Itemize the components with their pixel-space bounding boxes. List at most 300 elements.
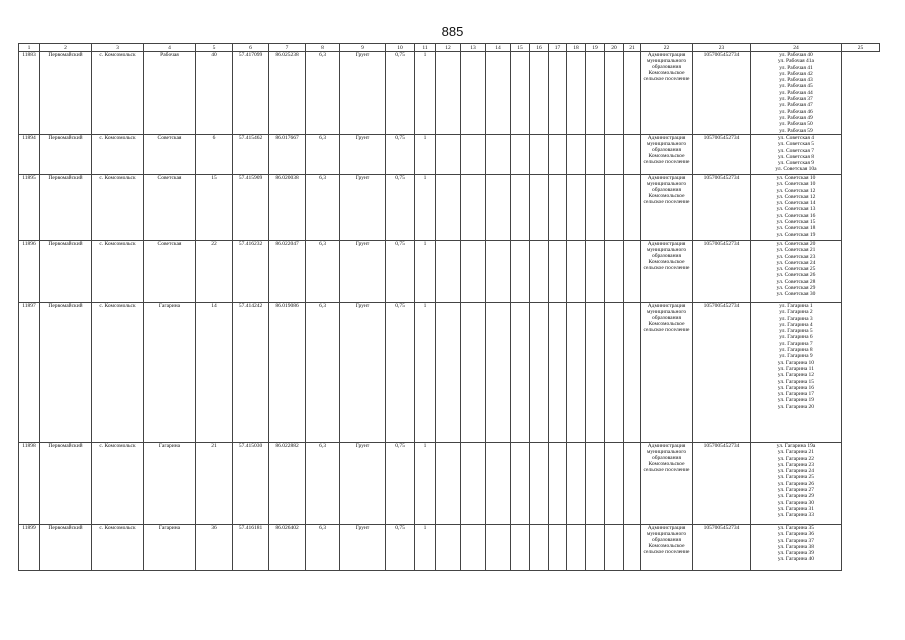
cell-surface: Грунт xyxy=(340,175,386,241)
address-line: ул. Рабочая 42 xyxy=(779,70,813,77)
cell-count: 1 xyxy=(415,303,436,443)
cell-number: 14 xyxy=(196,303,233,443)
column-header: 13 xyxy=(461,44,486,52)
column-header: 25 xyxy=(842,44,880,52)
address-line: ул. Советская 16 xyxy=(776,212,816,219)
table-row xyxy=(19,525,880,571)
owner-line: образования xyxy=(651,315,681,321)
cell-id: 11894 xyxy=(19,135,40,175)
cell-settlement: с. Комсомольск xyxy=(92,241,144,303)
cell-street: Рабочая xyxy=(144,52,196,135)
address-line: ул. Советская 14 xyxy=(776,200,816,207)
cell-latitude: 57.415462 xyxy=(233,135,269,175)
cell-district: Первомайский xyxy=(40,303,92,443)
cell-district: Первомайский xyxy=(40,241,92,303)
column-header: 11 xyxy=(415,44,436,52)
address-line: ул. Гагарина 19а xyxy=(776,443,816,449)
cell-empty xyxy=(567,525,586,571)
cell-empty xyxy=(586,135,605,175)
cell-street: Советская xyxy=(144,175,196,241)
cell-empty xyxy=(605,175,624,241)
cell-empty xyxy=(486,52,511,135)
cell-empty xyxy=(530,303,549,443)
cell-empty xyxy=(605,525,624,571)
cell-addresses xyxy=(751,303,842,443)
address-line: ул. Советская 12 xyxy=(776,193,816,200)
owner-line: сельское поселение xyxy=(643,265,690,271)
cell-number: 21 xyxy=(196,443,233,525)
cell-number: 6 xyxy=(196,135,233,175)
address-line: ул. Рабочая 40 xyxy=(779,52,813,58)
address-line: ул. Рабочая 45 xyxy=(779,83,813,90)
cell-empty xyxy=(530,241,549,303)
cell-id: 11898 xyxy=(19,443,40,525)
column-header: 1 xyxy=(19,44,40,52)
cell-longitude: 86.022047 xyxy=(269,241,306,303)
cell-ogrn: 1057005452734 xyxy=(693,52,751,135)
cell-street: Советская xyxy=(144,135,196,175)
cell-owner xyxy=(641,241,693,303)
cell-empty xyxy=(436,241,461,303)
address-line: ул. Советская 10а xyxy=(775,166,817,173)
owner-line: сельское поселение xyxy=(643,549,690,555)
address-line: ул. Советская 10 xyxy=(776,181,816,188)
cell-latitude: 57.417099 xyxy=(233,52,269,135)
cell-addresses xyxy=(751,443,842,525)
address-line: ул. Советская 13 xyxy=(776,206,816,213)
cell-addresses xyxy=(751,241,842,303)
table-row xyxy=(19,52,880,135)
address-line: ул. Советская 4 xyxy=(777,135,815,141)
cell-empty xyxy=(511,175,530,241)
owner-line: Комсомольское xyxy=(648,153,685,159)
owner-line: Комсомольское xyxy=(648,70,685,76)
owner-line: Администрация xyxy=(647,175,686,181)
address-line: ул. Гагарина 15 xyxy=(777,378,815,385)
registry-table xyxy=(18,43,880,571)
cell-width: 6,3 xyxy=(306,303,340,443)
cell-empty xyxy=(567,135,586,175)
address-line: ул. Гагарина 10 xyxy=(777,359,815,366)
cell-empty xyxy=(511,52,530,135)
address-line: ул. Гагарина 26 xyxy=(777,480,815,487)
cell-empty xyxy=(624,443,641,525)
cell-count: 1 xyxy=(415,52,436,135)
cell-longitude: 86.026402 xyxy=(269,525,306,571)
cell-id: 11895 xyxy=(19,175,40,241)
address-line: ул. Гагарина 12 xyxy=(777,372,815,379)
cell-empty xyxy=(530,52,549,135)
cell-empty xyxy=(436,135,461,175)
address-line: ул. Гагарина 31 xyxy=(777,505,815,512)
address-line: ул. Гагарина 21 xyxy=(777,449,815,456)
cell-latitude: 57.415909 xyxy=(233,175,269,241)
address-line: ул. Рабочая 59 xyxy=(779,127,813,134)
address-line: ул. Гагарина 29 xyxy=(777,493,815,500)
cell-empty xyxy=(436,175,461,241)
cell-number: 36 xyxy=(196,525,233,571)
owner-line: муниципального xyxy=(646,309,687,315)
cell-district: Первомайский xyxy=(40,135,92,175)
address-line: ул. Гагарина 16 xyxy=(777,384,815,391)
cell-owner xyxy=(641,525,693,571)
cell-empty xyxy=(605,303,624,443)
cell-district: Первомайский xyxy=(40,525,92,571)
address-line: ул. Гагарина 35 xyxy=(777,525,815,531)
cell-width: 6,3 xyxy=(306,135,340,175)
cell-width: 6,3 xyxy=(306,443,340,525)
cell-addresses xyxy=(751,525,842,571)
cell-ogrn: 1057005452734 xyxy=(693,241,751,303)
address-line: ул. Советская 28 xyxy=(776,278,816,285)
cell-ogrn: 1057005452734 xyxy=(693,525,751,571)
address-line: ул. Гагарина 38 xyxy=(777,543,815,550)
cell-latitude: 57.416181 xyxy=(233,525,269,571)
owner-line: муниципального xyxy=(646,181,687,187)
cell-empty xyxy=(605,241,624,303)
cell-district: Первомайский xyxy=(40,443,92,525)
owner-line: Комсомольское xyxy=(648,259,685,265)
cell-empty xyxy=(549,303,567,443)
address-line: ул. Рабочая 41а xyxy=(778,58,814,65)
cell-settlement: с. Комсомольск xyxy=(92,525,144,571)
address-line: ул. Советская 30 xyxy=(776,291,816,298)
address-line: ул. Советская 7 xyxy=(777,147,815,154)
cell-empty xyxy=(511,241,530,303)
cell-count: 1 xyxy=(415,175,436,241)
cell-empty xyxy=(436,525,461,571)
cell-addresses xyxy=(751,135,842,175)
cell-empty xyxy=(511,303,530,443)
address-line: ул. Советская 12 xyxy=(776,187,816,194)
cell-empty xyxy=(586,303,605,443)
address-line: ул. Гагарина 3 xyxy=(779,315,813,322)
cell-settlement: с. Комсомольск xyxy=(92,443,144,525)
owner-line: муниципального xyxy=(646,141,687,147)
address-line: ул. Гагарина 5 xyxy=(779,328,813,335)
cell-area: 0,75 xyxy=(386,175,415,241)
column-header: 9 xyxy=(340,44,386,52)
cell-empty xyxy=(549,135,567,175)
address-line: ул. Рабочая 47 xyxy=(779,102,813,109)
table-row xyxy=(19,135,880,175)
cell-owner xyxy=(641,443,693,525)
cell-street: Гагарина xyxy=(144,525,196,571)
cell-width: 6,3 xyxy=(306,52,340,135)
page-number: 885 xyxy=(441,24,464,39)
cell-empty xyxy=(461,303,486,443)
cell-surface: Грунт xyxy=(340,303,386,443)
cell-longitude: 86.020038 xyxy=(269,175,306,241)
address-line: ул. Гагарина 7 xyxy=(779,340,813,347)
address-line: ул. Гагарина 37 xyxy=(777,537,815,544)
cell-latitude: 57.416232 xyxy=(233,241,269,303)
column-header: 12 xyxy=(436,44,461,52)
address-line: ул. Гагарина 4 xyxy=(779,321,813,328)
cell-ogrn: 1057005452734 xyxy=(693,303,751,443)
owner-line: Администрация xyxy=(647,525,686,531)
cell-empty xyxy=(436,443,461,525)
cell-surface: Грунт xyxy=(340,135,386,175)
address-line: ул. Советская 20 xyxy=(776,241,816,247)
cell-empty xyxy=(586,175,605,241)
cell-area: 0,75 xyxy=(386,525,415,571)
owner-line: Комсомольское xyxy=(648,543,685,549)
cell-width: 6,3 xyxy=(306,175,340,241)
table-row xyxy=(19,175,880,241)
address-line: ул. Гагарина 1 xyxy=(779,303,813,309)
cell-empty xyxy=(530,175,549,241)
column-header: 3 xyxy=(92,44,144,52)
cell-empty xyxy=(549,241,567,303)
address-line: ул. Рабочая 44 xyxy=(779,89,813,96)
address-line: ул. Гагарина 20 xyxy=(777,403,815,410)
cell-empty xyxy=(461,241,486,303)
table-body xyxy=(19,52,880,571)
cell-ogrn: 1057005452734 xyxy=(693,175,751,241)
cell-empty xyxy=(605,443,624,525)
cell-empty xyxy=(624,525,641,571)
cell-empty xyxy=(549,175,567,241)
owner-line: муниципального xyxy=(646,58,687,64)
cell-empty xyxy=(436,52,461,135)
cell-empty xyxy=(461,52,486,135)
address-line: ул. Рабочая 43 xyxy=(779,77,813,84)
cell-settlement: с. Комсомольск xyxy=(92,135,144,175)
cell-empty xyxy=(624,303,641,443)
address-line: ул. Советская 8 xyxy=(777,153,815,160)
cell-id: 11897 xyxy=(19,303,40,443)
cell-empty xyxy=(549,443,567,525)
cell-longitude: 86.019086 xyxy=(269,303,306,443)
cell-longitude: 86.025238 xyxy=(269,52,306,135)
table-row xyxy=(19,303,880,443)
cell-empty xyxy=(461,525,486,571)
cell-empty xyxy=(567,175,586,241)
cell-settlement: с. Комсомольск xyxy=(92,52,144,135)
column-header: 22 xyxy=(641,44,693,52)
owner-line: Комсомольское xyxy=(648,461,685,467)
owner-line: сельское поселение xyxy=(643,76,690,82)
cell-owner xyxy=(641,303,693,443)
cell-empty xyxy=(461,175,486,241)
cell-empty xyxy=(624,175,641,241)
cell-longitude: 86.017667 xyxy=(269,135,306,175)
cell-latitude: 57.415030 xyxy=(233,443,269,525)
address-line: ул. Рабочая 37 xyxy=(779,96,813,103)
column-header: 19 xyxy=(586,44,605,52)
address-line: ул. Гагарина 40 xyxy=(777,556,815,563)
owner-line: Комсомольское xyxy=(648,193,685,199)
address-line: ул. Гагарина 2 xyxy=(779,309,813,316)
cell-surface: Грунт xyxy=(340,443,386,525)
cell-empty xyxy=(586,525,605,571)
cell-count: 1 xyxy=(415,241,436,303)
address-line: ул. Советская 21 xyxy=(776,247,816,254)
cell-width: 6,3 xyxy=(306,525,340,571)
address-line: ул. Советская 24 xyxy=(776,259,816,266)
address-line: ул. Гагарина 33 xyxy=(777,512,815,519)
cell-empty xyxy=(486,443,511,525)
cell-count: 1 xyxy=(415,525,436,571)
cell-empty xyxy=(586,241,605,303)
cell-settlement: с. Комсомольск xyxy=(92,303,144,443)
cell-number: 40 xyxy=(196,52,233,135)
cell-empty xyxy=(605,52,624,135)
cell-empty xyxy=(605,135,624,175)
cell-empty xyxy=(436,303,461,443)
cell-surface: Грунт xyxy=(340,241,386,303)
address-line: ул. Советская 10 xyxy=(776,175,816,181)
cell-empty xyxy=(567,52,586,135)
cell-empty xyxy=(624,241,641,303)
cell-ogrn: 1057005452734 xyxy=(693,443,751,525)
address-line: ул. Рабочая 41 xyxy=(779,64,813,71)
cell-area: 0,75 xyxy=(386,241,415,303)
cell-area: 0,75 xyxy=(386,303,415,443)
cell-count: 1 xyxy=(415,135,436,175)
address-line: ул. Советская 29 xyxy=(776,285,816,292)
owner-line: муниципального xyxy=(646,449,687,455)
column-header: 21 xyxy=(624,44,641,52)
cell-owner xyxy=(641,175,693,241)
address-line: ул. Гагарина 8 xyxy=(779,347,813,354)
address-line: ул. Гагарина 6 xyxy=(779,334,813,341)
cell-empty xyxy=(530,135,549,175)
column-header: 17 xyxy=(549,44,567,52)
cell-surface: Грунт xyxy=(340,525,386,571)
address-line: ул. Гагарина 27 xyxy=(777,487,815,494)
column-header: 4 xyxy=(144,44,196,52)
address-line: ул. Гагарина 17 xyxy=(777,391,815,398)
cell-empty xyxy=(567,303,586,443)
cell-district: Первомайский xyxy=(40,52,92,135)
cell-ogrn: 1057005452734 xyxy=(693,135,751,175)
owner-line: сельское поселение xyxy=(643,327,690,333)
column-header: 6 xyxy=(233,44,269,52)
cell-empty xyxy=(511,135,530,175)
address-line: ул. Гагарина 22 xyxy=(777,455,815,462)
cell-empty xyxy=(486,135,511,175)
cell-addresses xyxy=(751,52,842,135)
owner-line: сельское поселение xyxy=(643,467,690,473)
cell-empty xyxy=(486,175,511,241)
cell-empty xyxy=(549,525,567,571)
address-line: ул. Советская 23 xyxy=(776,253,816,260)
cell-longitude: 86.022882 xyxy=(269,443,306,525)
cell-empty xyxy=(486,241,511,303)
address-line: ул. Гагарина 11 xyxy=(778,365,814,372)
cell-surface: Грунт xyxy=(340,52,386,135)
owner-line: образования xyxy=(651,64,681,70)
owner-line: образования xyxy=(651,537,681,543)
cell-street: Гагарина xyxy=(144,443,196,525)
cell-empty xyxy=(511,525,530,571)
cell-street: Гагарина xyxy=(144,303,196,443)
cell-settlement: с. Комсомольск xyxy=(92,175,144,241)
column-header: 5 xyxy=(196,44,233,52)
owner-line: Администрация xyxy=(647,241,686,247)
cell-empty xyxy=(530,443,549,525)
address-line: ул. Гагарина 24 xyxy=(777,468,815,475)
owner-line: Комсомольское xyxy=(648,321,685,327)
address-line: ул. Гагарина 9 xyxy=(779,353,813,360)
address-line: ул. Советская 19 xyxy=(776,231,816,238)
cell-area: 0,75 xyxy=(386,135,415,175)
cell-addresses xyxy=(751,175,842,241)
address-line: ул. Рабочая 49 xyxy=(779,114,813,121)
owner-line: муниципального xyxy=(646,247,687,253)
address-line: ул. Советская 25 xyxy=(776,266,816,273)
cell-id: 11899 xyxy=(19,525,40,571)
cell-area: 0,75 xyxy=(386,52,415,135)
table-row xyxy=(19,241,880,303)
owner-line: сельское поселение xyxy=(643,199,690,205)
column-header: 7 xyxy=(269,44,306,52)
address-line: ул. Гагарина 39 xyxy=(777,550,815,557)
owner-line: образования xyxy=(651,253,681,259)
owner-line: муниципального xyxy=(646,531,687,537)
column-header: 15 xyxy=(511,44,530,52)
cell-empty xyxy=(586,443,605,525)
owner-line: Администрация xyxy=(647,52,686,58)
cell-empty xyxy=(567,443,586,525)
owner-line: образования xyxy=(651,147,681,153)
cell-number: 15 xyxy=(196,175,233,241)
column-number-row xyxy=(19,44,880,52)
column-header: 23 xyxy=(693,44,751,52)
cell-owner xyxy=(641,52,693,135)
table-row xyxy=(19,443,880,525)
address-line: ул. Гагарина 25 xyxy=(777,474,815,481)
column-header: 2 xyxy=(40,44,92,52)
address-line: ул. Рабочая 50 xyxy=(779,121,813,128)
column-header: 10 xyxy=(386,44,415,52)
address-line: ул. Гагарина 36 xyxy=(777,531,815,538)
address-line: ул. Советская 5 xyxy=(777,141,815,148)
cell-street: Советская xyxy=(144,241,196,303)
cell-empty xyxy=(549,52,567,135)
cell-empty xyxy=(511,443,530,525)
cell-empty xyxy=(586,52,605,135)
address-line: ул. Гагарина 19 xyxy=(777,397,815,404)
cell-empty xyxy=(624,135,641,175)
address-line: ул. Советская 9 xyxy=(777,160,815,167)
owner-line: Администрация xyxy=(647,443,686,449)
cell-empty xyxy=(486,303,511,443)
cell-empty xyxy=(567,241,586,303)
column-header: 24 xyxy=(751,44,842,52)
address-line: ул. Советская 18 xyxy=(776,225,816,232)
cell-id: 11883 xyxy=(19,52,40,135)
cell-empty xyxy=(461,135,486,175)
column-header: 18 xyxy=(567,44,586,52)
owner-line: образования xyxy=(651,187,681,193)
cell-empty xyxy=(530,525,549,571)
cell-empty xyxy=(461,443,486,525)
cell-width: 6,3 xyxy=(306,241,340,303)
column-header: 20 xyxy=(605,44,624,52)
address-line: ул. Советская 15 xyxy=(776,219,816,226)
cell-area: 0,75 xyxy=(386,443,415,525)
cell-latitude: 57.414242 xyxy=(233,303,269,443)
address-line: ул. Гагарина 23 xyxy=(777,461,815,468)
address-line: ул. Гагарина 30 xyxy=(777,499,815,506)
cell-empty xyxy=(624,52,641,135)
column-header: 16 xyxy=(530,44,549,52)
owner-line: образования xyxy=(651,455,681,461)
owner-line: Администрация xyxy=(647,135,686,141)
